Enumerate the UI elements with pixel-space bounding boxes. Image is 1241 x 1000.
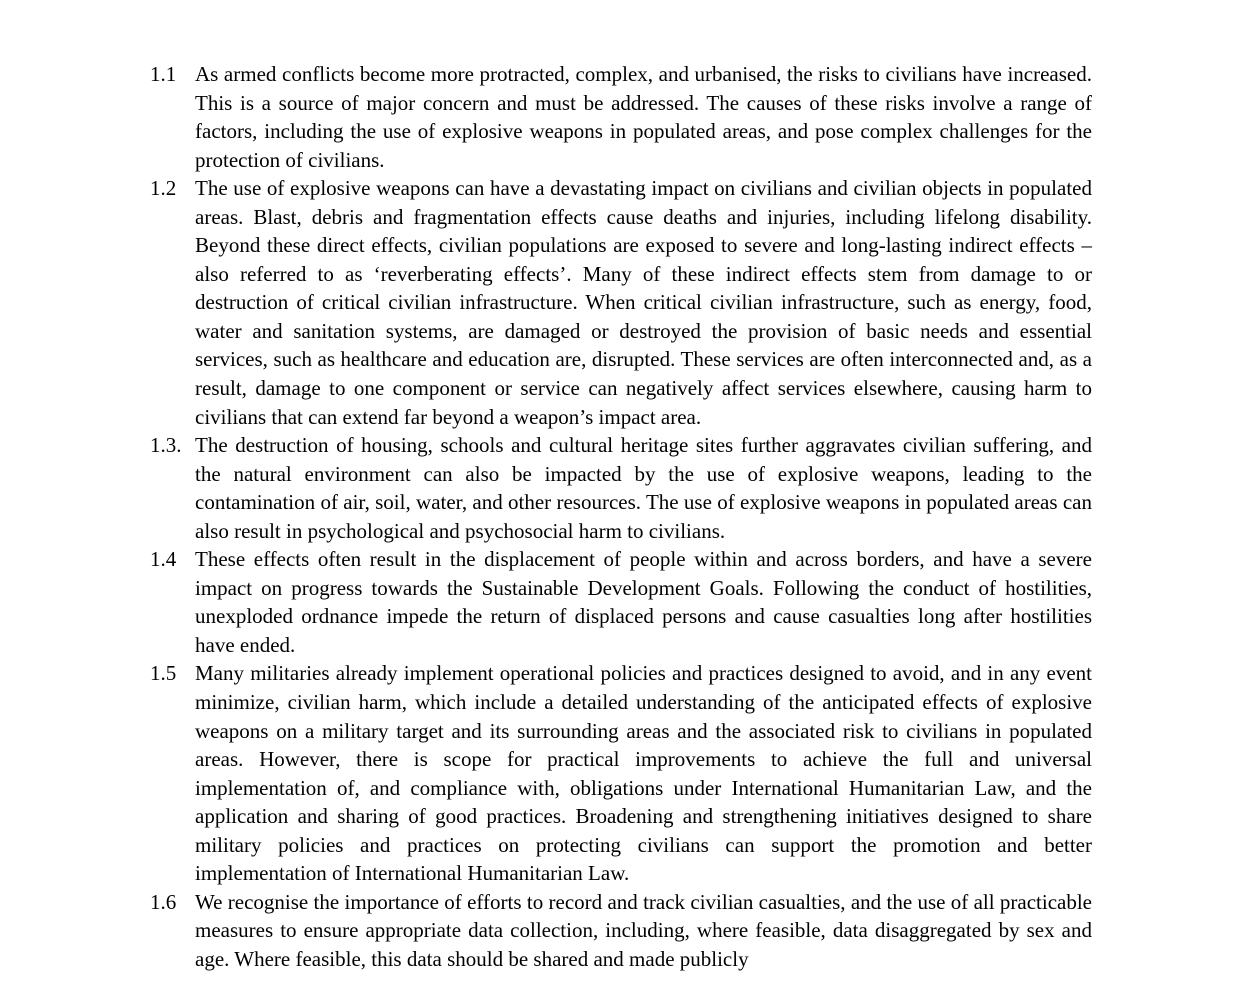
- paragraph-1-5: [150, 659, 1092, 887]
- paragraph-text: We recognise the importance of efforts to record and track civilian casualties, and the use of all practicable measures to ensure appropriate data collection, including, where feasible, data disaggregated by sex and age. Where feasible, this data should be shared and made publicly: [195, 889, 1092, 971]
- paragraph-text: These effects often result in the displacement of people within and across borders, and have a severe impact on progress towards the Sustainable Development Goals. Following the conduct of hostilities, unexploded ordnance impede the return of displaced persons and cause casualties long after hostilities have ended.: [195, 547, 1092, 657]
- paragraph-text: As armed conflicts become more protracted, complex, and urbanised, the risks to civilians have increased. This is a source of major concern and must be addressed. The causes of these risks involve a range of factors, including the use of explosive weapons in populated areas, and pose complex challenges for the protection of civilians.: [195, 62, 1092, 172]
- paragraph-number: 1.2: [150, 176, 177, 201]
- paragraph-1-4: [150, 545, 1092, 659]
- paragraph-number: 1.4: [150, 547, 177, 572]
- paragraph-1-2: [150, 174, 1092, 431]
- paragraph-number: 1.1: [150, 62, 177, 86]
- numbered-paragraphs: [150, 60, 1092, 974]
- paragraph-text: Many militaries already implement operational policies and practices designed to avoid, and in any event minimize, civilian harm, which include a detailed understanding of the anticipated effects of explosive weapons on a military target and its surrounding areas and the associated risk to civilians in populated areas. However, there is scope for practical improvements to achieve the full and universal implementation of, and compliance with, obligations under International Humanitarian Law, and the application and sharing of good practices. Broadening and strengthening initiatives designed to share military policies and practices on protecting civilians can support the promotion and better implementation of International Humanitarian Law.: [195, 661, 1092, 886]
- paragraph-1-1: [150, 60, 1092, 174]
- paragraph-number: 1.3.: [150, 433, 182, 458]
- paragraph-1-3: [150, 431, 1092, 545]
- paragraph-number: 1.5: [150, 661, 177, 686]
- paragraph-text: The destruction of housing, schools and cultural heritage sites further aggravates civilian suffering, and the natural environment can also be impacted by the use of explosive weapons, leading to the contamination of air, soil, water, and other resources. The use of explosive weapons in populated areas can also result in psychological and psychosocial harm to civilians.: [195, 433, 1092, 543]
- paragraph-1-6: [150, 888, 1092, 974]
- paragraph-number: 1.6: [150, 889, 177, 914]
- paragraph-text: The use of explosive weapons can have a devastating impact on civilians and civilian objects in populated areas. Blast, debris and fragmentation effects cause deaths and injuries, including lifelong disability. Beyond these direct effects, civilian populations are exposed to severe and long-lasting indirect effects – also referred to as ‘reverberating effects’. Many of these indirect effects stem from damage to or destruction of critical civilian infrastructure. When critical civilian infrastructure, such as energy, food, water and sanitation systems, are damaged or destroyed the provision of basic needs and essential services, such as healthcare and education are, disrupted. These services are often interconnected and, as a result, damage to one component or service can negatively affect services elsewhere, causing harm to civilians that can extend far beyond a weapon’s impact area.: [195, 176, 1092, 429]
